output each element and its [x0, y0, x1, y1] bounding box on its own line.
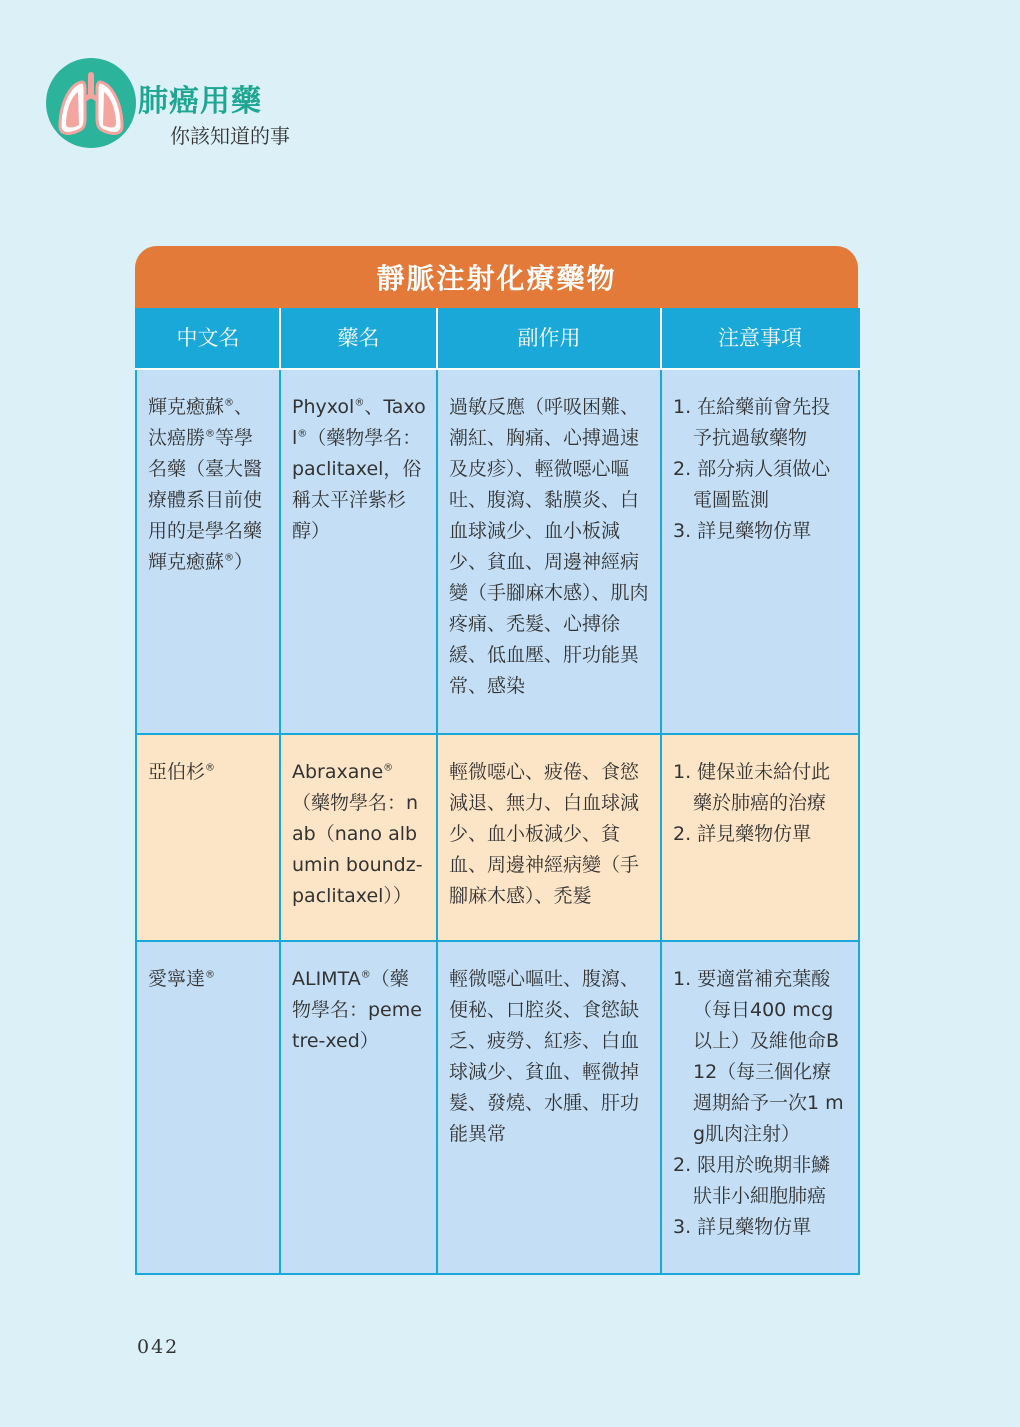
- cn-name-cell: 亞伯杉®: [136, 734, 280, 941]
- column-header-notes: 注意事項: [661, 308, 859, 369]
- note-item: 3. 詳見藥物仿單: [673, 1216, 812, 1238]
- chemo-drug-table: [135, 246, 858, 1275]
- notes-cell: [661, 734, 859, 941]
- book-subtitle: 你該知道的事: [170, 124, 290, 148]
- table-title: 靜脈注射化療藥物: [135, 246, 858, 308]
- page-number: 042: [137, 1336, 180, 1358]
- notes-cell: [661, 369, 859, 734]
- note-item: 1. 在給藥前會先投予抗過敏藥物: [673, 396, 831, 449]
- column-header-drug-name: 藥名: [280, 308, 437, 369]
- column-header-side-effects: 副作用: [437, 308, 661, 369]
- note-item: 3. 詳見藥物仿單: [673, 520, 812, 542]
- note-item: 1. 健保並未給付此藥於肺癌的治療: [673, 761, 831, 814]
- drug-table: [135, 308, 860, 1275]
- side-effects-cell: 輕微噁心嘔吐、腹瀉、便秘、口腔炎、食慾缺乏、疲勞、紅疹、白血球減少、貧血、輕微掉髮、發燒、水腫、肝功能異常: [437, 941, 661, 1274]
- table-row: [136, 734, 859, 941]
- note-item: 2. 詳見藥物仿單: [673, 823, 812, 845]
- book-title: 肺癌用藥: [138, 84, 262, 119]
- cn-name-cell: 愛寧達®: [136, 941, 280, 1274]
- lungs-icon: [46, 58, 136, 148]
- drug-name-cell: Phyxol®、Taxol®（藥物學名：paclitaxel，俗稱太平洋紫杉醇）: [280, 369, 437, 734]
- note-item: 2. 部分病人須做心電圖監測: [673, 458, 831, 511]
- side-effects-cell: 過敏反應（呼吸困難、潮紅、胸痛、心搏過速及皮疹）、輕微噁心嘔吐、腹瀉、黏膜炎、白血球減少、血小板減少、貧血、周邊神經病變（手腳麻木感）、肌肉疼痛、禿髮、心搏徐緩、低血壓、肝功能異常、感染: [437, 369, 661, 734]
- notes-cell: [661, 941, 859, 1274]
- table-row: [136, 941, 859, 1274]
- column-header-cn-name: 中文名: [136, 308, 280, 369]
- table-row: [136, 369, 859, 734]
- drug-name-cell: ALIMTA®（藥物學名：pemetre-xed）: [280, 941, 437, 1274]
- side-effects-cell: 輕微噁心、疲倦、食慾減退、無力、白血球減少、血小板減少、貧血、周邊神經病變（手腳麻木感）、禿髮: [437, 734, 661, 941]
- note-item: 2. 限用於晚期非鱗狀非小細胞肺癌: [673, 1154, 831, 1207]
- table-header-row: [136, 308, 859, 369]
- note-item: 1. 要適當補充葉酸（每日400 mcg以上）及維他命B12（每三個化療週期給予一次1 mg肌肉注射）: [673, 968, 844, 1145]
- page-header: [46, 58, 446, 158]
- cn-name-cell: 輝克癒蘇®、汰癌勝®等學名藥（臺大醫療體系目前使用的是學名藥輝克癒蘇®）: [136, 369, 280, 734]
- drug-name-cell: Abraxane®（藥物學名：nab（nano albumin boundz-paclitaxel））: [280, 734, 437, 941]
